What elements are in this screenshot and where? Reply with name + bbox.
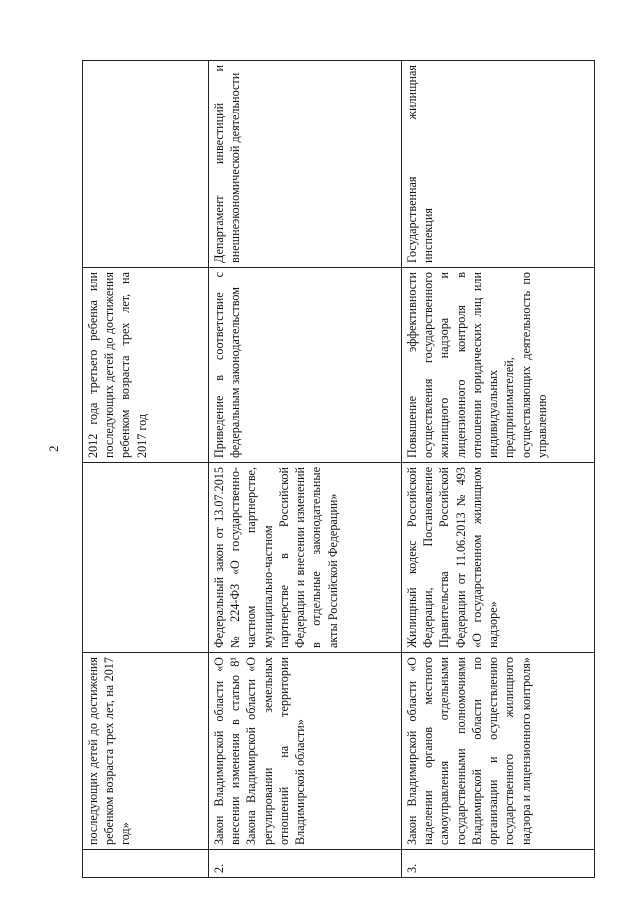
- purpose-cell: Повышение эффективности осуществления государственного жилищного надзора и лицензионного контроля в отношении юридических лиц или индивидуальных предпринимателей, осуществляющих деятельность по управлению: [402, 268, 595, 463]
- regional-law-cell: Закон Владимирской области «О внесении изменения в статью 8¹ Закона Владимирской области «О регулировании земельных отношений на территории Владимирской области»: [209, 653, 402, 850]
- executor-cell: Департамент инвестиций и внешнеэкономической деятельности: [209, 61, 402, 268]
- purpose-cell: 2012 года третьего ребенка или последующих детей до достижения ребенком возраста трех лет, на 2017 год: [83, 268, 209, 463]
- federal-basis-cell: Федеральный закон от 13.07.2015 № 224-ФЗ «О государственно-частном партнерстве, муниципально-частном партнерстве в Российской Федерации и внесении изменений в отдельные законодательные акты Российской Федерации»: [209, 463, 402, 653]
- federal-basis-cell: [83, 463, 209, 653]
- rotated-table-wrapper: [82, 61, 594, 878]
- table-row: [83, 61, 209, 878]
- executor-cell: Государственная жилищная инспекция: [402, 61, 595, 268]
- table-row: [209, 61, 402, 878]
- page-number: 2: [46, 445, 61, 452]
- federal-basis-cell: Жилищный кодекс Российской Федерации, Постановление Правительства Российской Федерации от 11.06.2013 № 493 «О государственном жилищном надзоре»: [402, 463, 595, 653]
- row-number-cell: [83, 850, 209, 878]
- regional-law-cell: Закон Владимирской области «О наделении органов местного самоуправления отдельными государственными полномочиями Владимирской области по организации и осуществлению государственного жилищного надзора и лицензионного контроля»: [402, 653, 595, 850]
- table-row: [402, 61, 595, 878]
- row-number-cell: 3.: [402, 850, 595, 878]
- purpose-cell: Приведение в соответствие с федеральным законодательством: [209, 268, 402, 463]
- executor-cell: [83, 61, 209, 268]
- row-number-cell: 2.: [209, 850, 402, 878]
- regional-law-cell: последующих детей до достижения ребенком возраста трех лет, на 2017 год»: [83, 653, 209, 850]
- legislation-table: [82, 60, 595, 878]
